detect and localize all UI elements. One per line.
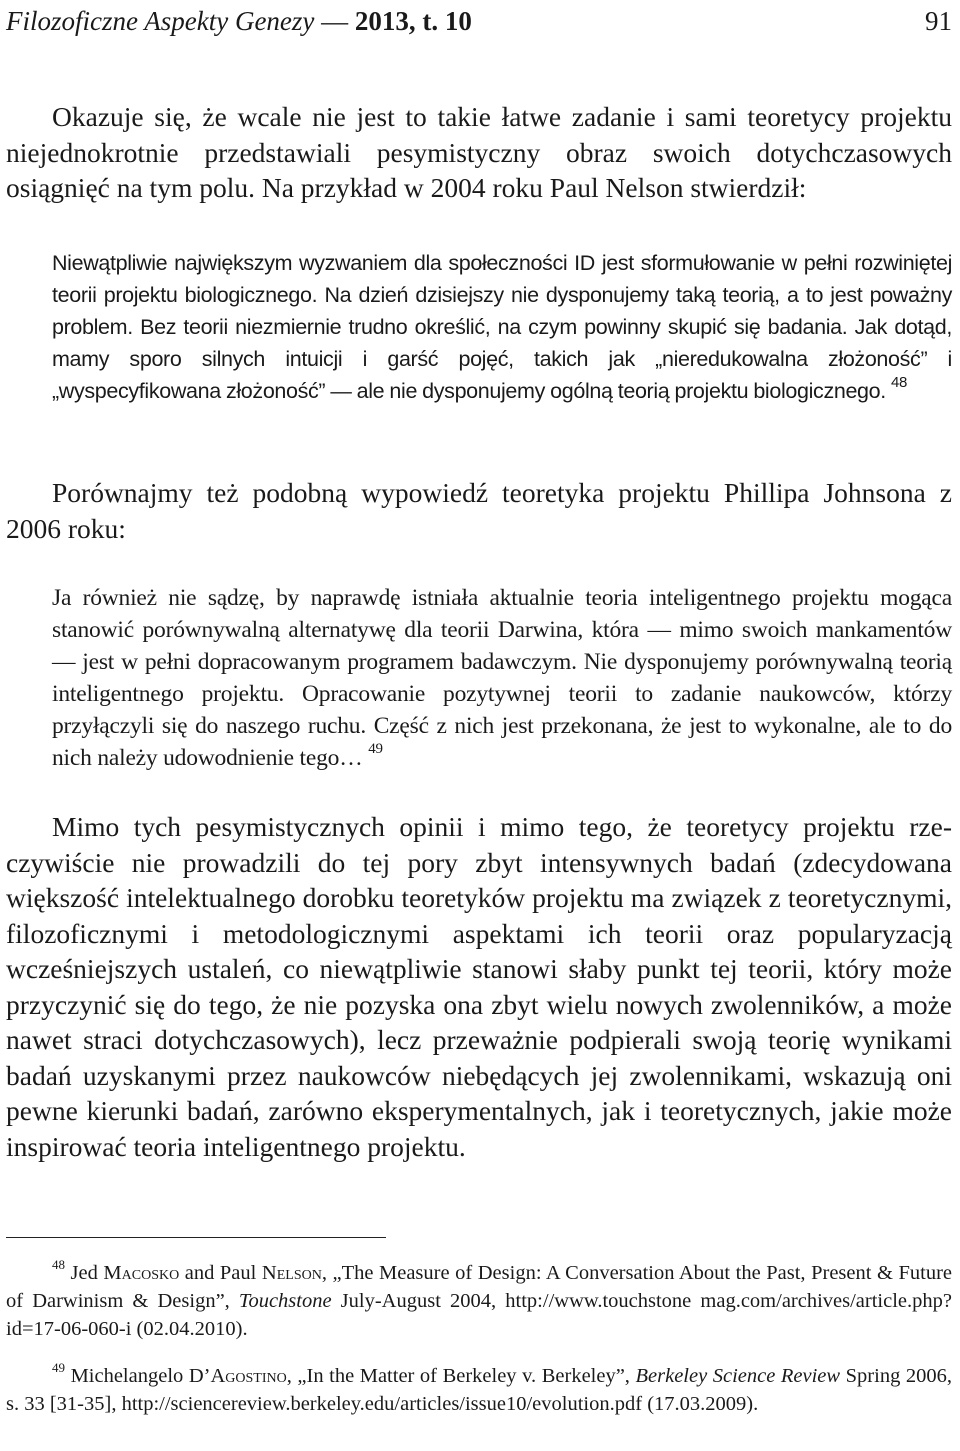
footnote-author-surname: Nelson xyxy=(261,1262,322,1284)
journal-title: Filozoficzne Aspekty Genezy xyxy=(6,6,315,36)
body-paragraph-2: Porównajmy też podobną wypowiedź teoretyka projektu Phillipa Johnsona z 2006 roku: xyxy=(6,477,952,544)
page-number: 91 xyxy=(925,6,952,36)
footnote-reference: 49 xyxy=(368,741,383,758)
block-quote-johnson xyxy=(52,582,952,774)
quote-text: Niewątpliwie największym wyzwaniem dla społeczności ID jest sformułowanie w pełni rozwiniętej teorii projektu biologicznego. Na dzień dzisiejszy nie dysponujemy taką teorią, a to jest poważny problem. Bez teorii niezmiernie trudno określić, na czym powinny skupić się badania. Jak dotąd, mamy sporo silnych intuicji i garść pojęć, takich jak „nieredukowalna złożoność” i „wyspecyfikowana złożoność” — ale nie dysponujemy ogólną teorią projektu biologicznego. xyxy=(52,251,952,403)
footnote-details: Spring 2006, s. 33 [31-35], http://sciencereview.berkeley.edu/articles/issue10/evolution.pdf (17.03.2009). xyxy=(6,1365,953,1415)
footnote-number: 48 xyxy=(52,1257,65,1273)
footnote-number: 49 xyxy=(52,1360,65,1376)
footnote-author-surname: Agostino xyxy=(210,1365,287,1387)
footnote-author: Michelangelo D’ xyxy=(70,1365,211,1387)
footnote-author-surname: Macosko xyxy=(103,1262,180,1284)
quote-text: Ja również nie sądzę, by naprawdę istniała aktualnie teoria inteligentnego projektu mogąca stanowić porównywalną alternatywę dla teorii Darwina, która — mimo swoich mankamentów — jest w pełni dopracowanym programem badawczym. Nie dysponujemy porównywalną teorią inteligentnego projektu. Opracowanie pozytywnej teorii to zadanie naukowców, którzy przyłączyli się do naszego ruchu. Część z nich jest przekonana, że jest to wykonalne, ale to do nich należy udowodnienie tego… xyxy=(52,585,952,771)
footnote-journal: Touchstone xyxy=(238,1290,332,1312)
footnote-journal: Berkeley Science Review xyxy=(635,1365,841,1387)
running-header xyxy=(6,4,952,40)
volume-year: 2013, t. 10 xyxy=(354,6,472,36)
footnote-details: July-August 2004, http://www.touchstone mag.com/archives/article.php?id=17-06-060-i (02.04.2010). xyxy=(6,1290,952,1340)
footnote-conjunction: and Paul xyxy=(179,1262,262,1284)
header-separator: — xyxy=(314,6,355,36)
footnote-divider xyxy=(6,1237,386,1238)
block-quote-nelson xyxy=(52,247,952,407)
footnote-48 xyxy=(6,1259,952,1343)
body-paragraph-1: Okazuje się, że wcale nie jest to takie łatwe zadanie i sami teoretycy projektu niejednokrotnie przedstawiali pesymistyczny obraz swoich dotychczasowych osiągnięć na tym polu. Na przykład w 2004 roku Paul Nelson stwierdził: xyxy=(6,101,952,203)
footnote-title: , „In the Matter of Berkeley v. Berkeley”, xyxy=(286,1365,636,1387)
footnote-title: , „The Measure of Design: A Conversation About the Past, Present & Future of Darwinism & Design”, xyxy=(6,1262,953,1312)
footnote-49 xyxy=(6,1362,952,1418)
body-paragraph-3: Mimo tych pesymistycznych opinii i mimo tego, że teoretycy projektu rzeczywiście nie prowadzili do tej pory zbyt intensywnych badań (zdecydowana większość intelektualnego dorobku teoretyków projektu ma związek z teoretycznymi, filozoficznymi i metodologicznymi aspektami ich teorii oraz popularyzacją wcześniejszych ustaleń, co niewątpliwie stanowi słaby punkt tej teorii, który może przyczynić się do tego, że nie pozyska ona zbyt wielu nowych zwolenników, a może nawet straci dotychczasowych), lecz przeważnie podpierali swoją teorię wynikami badań uzyskanymi przez naukowców niebędących jej zwolennikami, wskazują oni pewne kierunki badań, zarówno eksperymentalnych, jak i teoretycznych, jakie może inspirować teoria inteligentnego projektu. xyxy=(6,811,952,1162)
footnote-author: Jed xyxy=(70,1262,104,1284)
footnote-reference: 48 xyxy=(891,373,908,391)
